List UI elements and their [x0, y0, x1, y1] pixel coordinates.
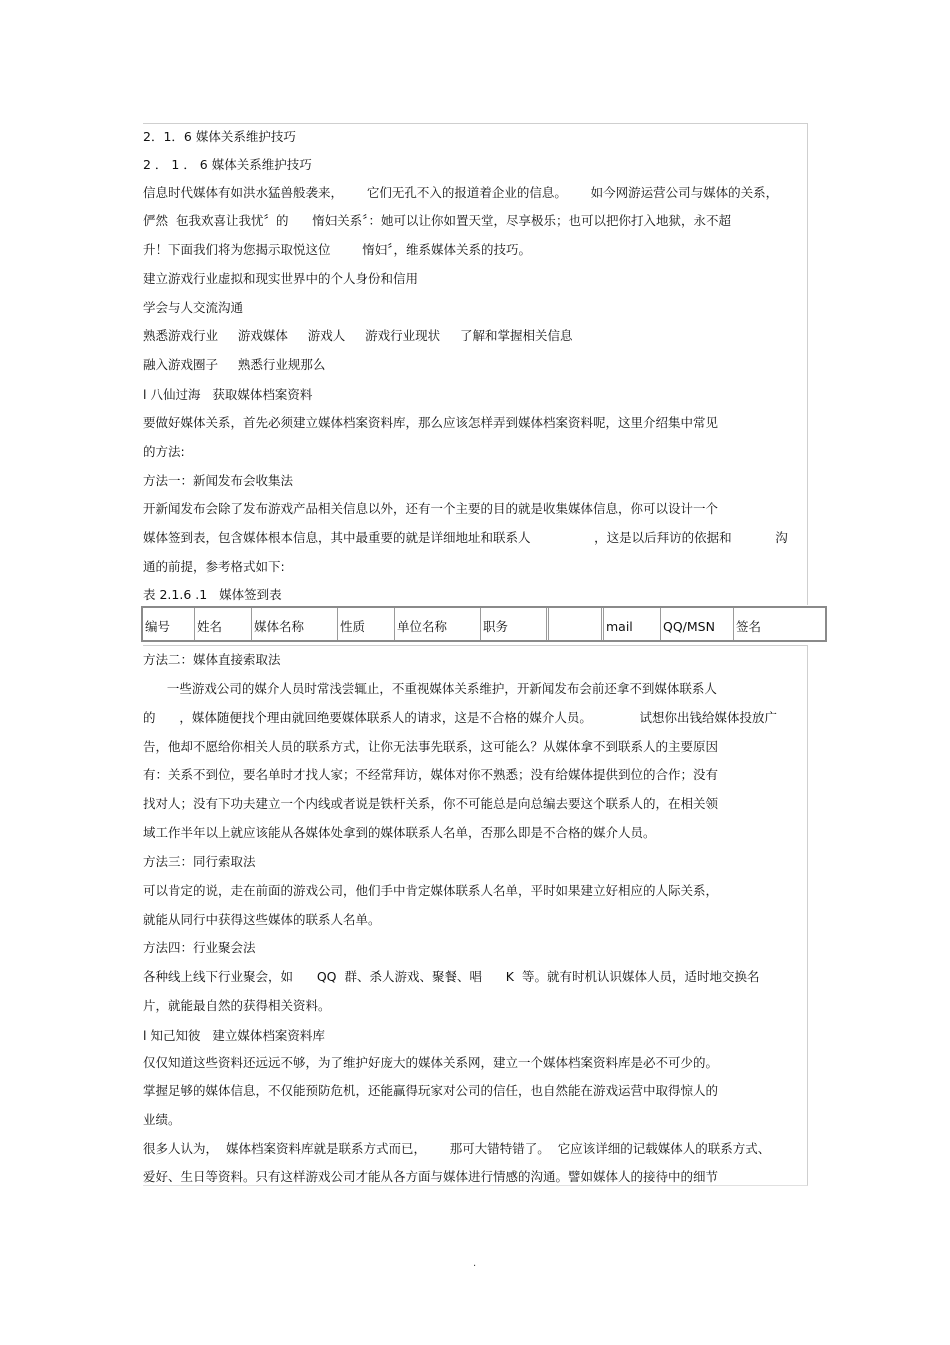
paragraph-line: 媒体签到表，包含媒体根本信息，其中最重要的就是详细地址和联系人 ，这是以后拜访的依据和 沟 [143, 530, 788, 545]
paragraph-line: 告，他却不愿给你相关人员的联系方式，让你无法事先联系，这可能么？从媒体拿不到联系人的主要原因 [143, 739, 719, 754]
paragraph-line: 域工作半年以上就应该能从各媒体处拿到的媒体联系人名单，否那么即是不合格的媒介人员。 [143, 825, 656, 840]
section-heading: 2．1．6 媒体关系维护技巧 [143, 129, 296, 144]
paragraph-line: 熟悉游戏行业 游戏媒体 游戏人 游戏行业现状 了解和掌握相关信息 [143, 328, 573, 343]
method-heading: 方法一：新闻发布会收集法 [143, 473, 294, 488]
table-header-cell: 媒体名称 [252, 608, 338, 640]
bullet-heading: l 八仙过海 获取媒体档案资料 [143, 387, 313, 402]
paragraph-line: 融入游戏圈子 熟悉行业规那么 [143, 357, 326, 372]
paragraph-line: 很多人认为， 媒体档案资料库就是联系方式而已， 那可大错特错了。 它应该详细的记载媒体人的联系方式、 [143, 1141, 771, 1156]
paragraph-line: 通的前提，参考格式如下: [143, 559, 285, 574]
method-heading: 方法三：同行索取法 [143, 854, 256, 869]
table-header-cell: 姓名 [195, 608, 252, 640]
page-footer-mark: . [473, 1258, 477, 1269]
paragraph-line: 仅仅知道这些资料还远远不够，为了维护好庞大的媒体关系网，建立一个媒体档案资料库是必不可少的。 [143, 1055, 719, 1070]
method-heading: 方法四：行业聚会法 [143, 940, 256, 955]
table-header-cell: 编号 [143, 608, 195, 640]
table-caption: 表 2.1.6 .1 媒体签到表 [143, 587, 282, 602]
table-header-cell: 性质 [338, 608, 395, 640]
paragraph-line: 升！下面我们将为您揭示取悦这位 惰妇〞，维系媒体关系的技巧。 [143, 242, 532, 257]
method-heading: 方法二：媒体直接索取法 [143, 652, 281, 667]
paragraph-line: 信息时代媒体有如洪水猛兽般袭来， 它们无孔不入的报道着企业的信息。 如今网游运营公司与媒体的关系， [143, 185, 779, 200]
section-heading-spaced: 2 ． 1 ． 6 媒体关系维护技巧 [143, 157, 312, 172]
paragraph-line: 的方法: [143, 444, 185, 459]
paragraph-line: 要做好媒体关系，首先必须建立媒体档案资料库，那么应该怎样弄到媒体档案资料呢，这里介绍集中常见 [143, 415, 719, 430]
paragraph-line: 可以肯定的说，走在前面的游戏公司，他们手中肯定媒体联系人名单，平时如果建立好相应的人际关系， [143, 883, 719, 898]
paragraph-line: 学会与人交流沟通 [143, 300, 244, 315]
table-header-cell: mail [604, 608, 661, 640]
paragraph-line: 有：关系不到位，要名单时才找人家；不经常拜访，媒体对你不熟悉；没有给媒体提供到位的合作；没有 [143, 767, 719, 782]
table-header-cell: QQ/MSN [661, 608, 734, 640]
paragraph-line: 各种线上线下行业聚会，如 QQ 群、杀人游戏、聚餐、唱 K 等。就有时机认识媒体人员，适时地交换名 [143, 969, 760, 984]
bullet-heading: l 知己知彼 建立媒体档案资料库 [143, 1028, 325, 1043]
paragraph-line: 一些游戏公司的媒介人员时常浅尝辄止，不重视媒体关系维护，开新闻发布会前还拿不到媒体联系人 [143, 681, 717, 696]
paragraph-line: 开新闻发布会除了发布游戏产品相关信息以外，还有一个主要的目的就是收集媒体信息，你可以设计一个 [143, 501, 719, 516]
paragraph-line: 俨然 㐌我欢喜让我忧〞的 惰妇关系〞：她可以让你如置天堂，尽享极乐；也可以把你打入地狱，永不超 [143, 213, 732, 228]
media-signin-table [141, 606, 827, 642]
table-header-cell: 签名 [736, 619, 762, 634]
paragraph-line: 找对人；没有下功夫建立一个内线或者说是铁杆关系，你不可能总是向总编去要这个联系人的，在相关领 [143, 796, 719, 811]
table-header-cell: 职务 [481, 608, 549, 640]
paragraph-line: 就能从同行中获得这些媒体的联系人名单。 [143, 912, 381, 927]
paragraph-line: 片，就能最自然的获得相关资料。 [143, 998, 331, 1013]
paragraph-line: 业绩。 [143, 1112, 181, 1127]
paragraph-line: 建立游戏行业虚拟和现实世界中的个人身份和信用 [143, 271, 419, 286]
table-header-cell: 单位名称 [395, 608, 481, 640]
paragraph-line: 爱好、生日等资料。只有这样游戏公司才能从各方面与媒体进行情感的沟通。譬如媒体人的接待中的细节 [143, 1169, 719, 1184]
paragraph-line: 掌握足够的媒体信息，不仅能预防危机，还能赢得玩家对公司的信任，也自然能在游戏运营中取得惊人的 [143, 1083, 719, 1098]
paragraph-line: 的 ，媒体随便找个理由就回绝要媒体联系人的请求，这是不合格的媒介人员。 试想你出钱给媒体投放广 [143, 710, 778, 725]
table-header-cell [549, 608, 604, 640]
